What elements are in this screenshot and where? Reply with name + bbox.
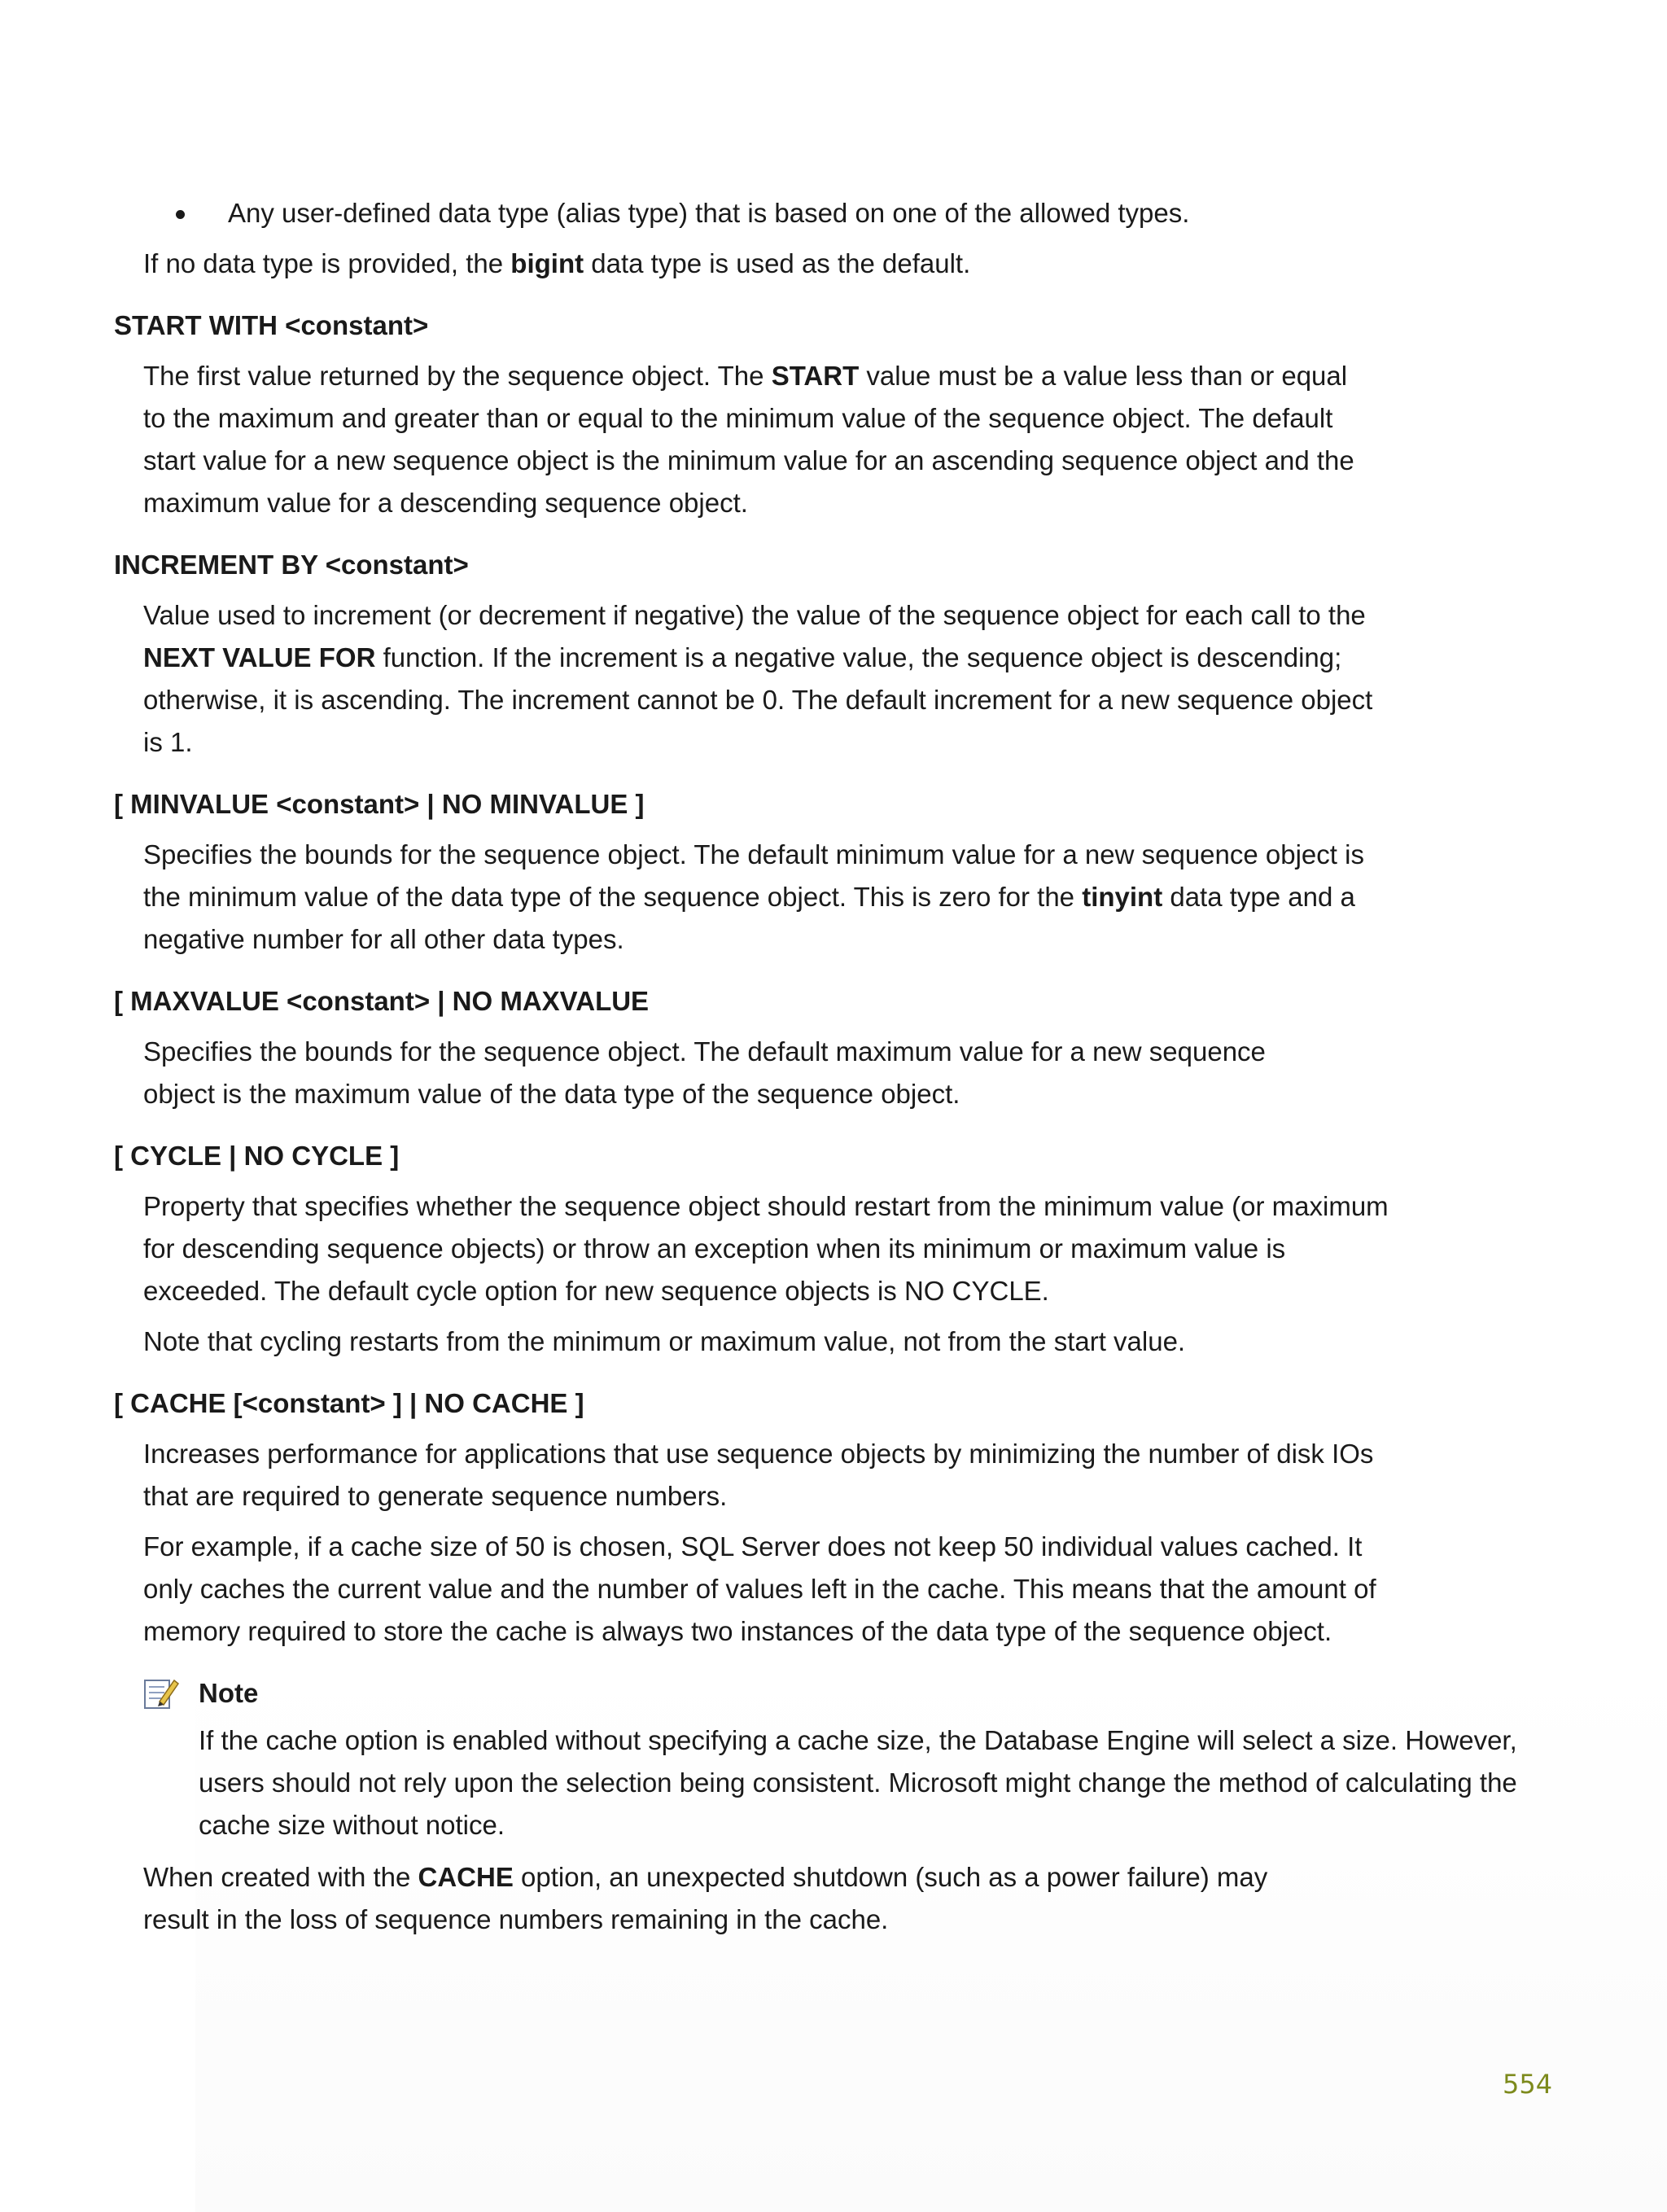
section-term-minvalue: [ MINVALUE <constant> | NO MINVALUE ] <box>114 789 645 819</box>
bold-term: tinyint <box>1082 882 1163 912</box>
note-callout <box>199 1672 1517 1846</box>
text-run: If no data type is provided, the <box>143 248 511 278</box>
section-term-increment-by: INCREMENT BY <constant> <box>114 550 469 580</box>
note-title: Note <box>199 1678 259 1708</box>
bullet-icon <box>176 210 185 219</box>
note-pencil-icon <box>142 1674 179 1711</box>
text-run: value must be a value less than or equal to the maximum and greater than or equal to the minimum value of the sequence object. The default start value for a new sequence object is the minimum value for an ascending sequence object and the maximum value for a descending sequence object. <box>143 361 1354 518</box>
text-run: option, an unexpected shutdown (such as a power failure) may result in the loss of sequence numbers remaining in the cache. <box>143 1862 1268 1934</box>
increment-by-description <box>143 594 1389 764</box>
bold-term: bigint <box>510 248 584 278</box>
text-run: function. If the increment is a negative value, the sequence object is descending; otherwise, it is ascending. The increment cannot be 0. The default increment for a new sequence object is 1. <box>143 642 1373 757</box>
note-body: If the cache option is enabled without specifying a cache size, the Database Engine will select a size. However, users should not rely upon the selection being consistent. Microsoft might change the method of calculating the cache size without notice. <box>199 1725 1517 1840</box>
page-number: 554 <box>1503 2069 1553 2100</box>
section-term-start-with: START WITH <constant> <box>114 310 429 340</box>
text-run: The first value returned by the sequence object. The <box>143 361 772 391</box>
text-run: When created with the <box>143 1862 418 1892</box>
maxvalue-description: Specifies the bounds for the sequence object. The default maximum value for a new sequence object is the maximum value of the data type of the sequence object. <box>143 1036 1266 1109</box>
text-run: Specifies the bounds for the sequence object. The default minimum value for a new sequence object is the minimum value of the data type of the sequence object. This is zero for the <box>143 839 1364 912</box>
cycle-note-paragraph: Note that cycling restarts from the minimum or maximum value, not from the start value. <box>143 1326 1186 1356</box>
document-body <box>114 192 1517 1949</box>
cache-description: Increases performance for applications that use sequence objects by minimizing the number of disk IOs that are required to generate sequence numbers. <box>143 1439 1374 1511</box>
list-item <box>143 192 1433 234</box>
text-run: Value used to increment (or decrement if negative) the value of the sequence object for each call to the <box>143 600 1366 630</box>
default-type-paragraph <box>143 243 1433 285</box>
start-with-description <box>143 355 1364 524</box>
bullet-text: Any user-defined data type (alias type) that is based on one of the allowed types. <box>228 198 1190 228</box>
bold-term: NEXT VALUE FOR <box>143 642 376 672</box>
section-term-maxvalue: [ MAXVALUE <constant> | NO MAXVALUE <box>114 986 650 1016</box>
text-run: data type and a negative number for all other data types. <box>143 882 1355 954</box>
section-term-cycle: [ CYCLE | NO CYCLE ] <box>114 1141 400 1171</box>
bold-term: CACHE <box>418 1862 514 1892</box>
text-run: data type is used as the default. <box>584 248 971 278</box>
cache-example-paragraph: For example, if a cache size of 50 is chosen, SQL Server does not keep 50 individual values cached. It only caches the current value and the number of values left in the cache. This means that the amount of memory required to store the cache is always two instances of the data type of the sequence object. <box>143 1531 1376 1646</box>
section-term-cache: [ CACHE [<constant> ] | NO CACHE ] <box>114 1388 584 1418</box>
cache-shutdown-paragraph <box>143 1856 1283 1941</box>
cycle-description: Property that specifies whether the sequence object should restart from the minimum value (or maximum for descending sequence objects) or throw an exception when its minimum or maximum value is exceeded. The default cycle option for new sequence objects is NO CYCLE. <box>143 1191 1389 1306</box>
bold-term: START <box>771 361 860 391</box>
minvalue-description <box>143 834 1397 961</box>
